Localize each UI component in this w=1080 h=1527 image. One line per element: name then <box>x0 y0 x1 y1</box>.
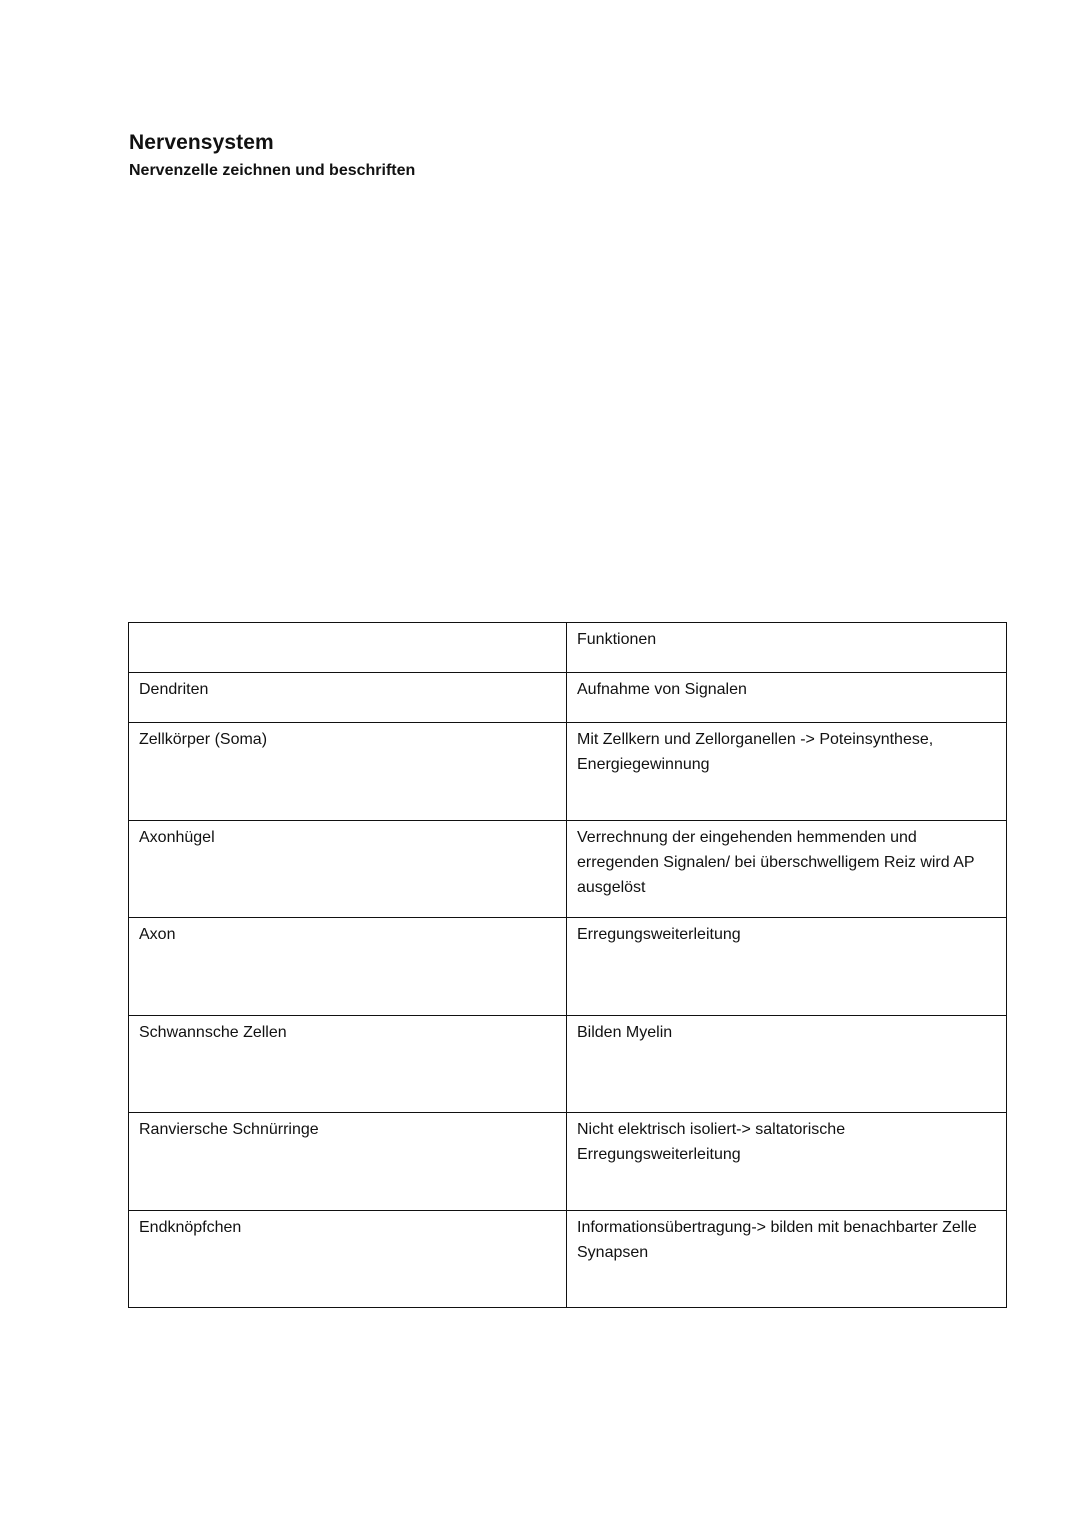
cell-part: Axonhügel <box>129 820 567 918</box>
table-row <box>129 1015 1007 1113</box>
cell-function: Bilden Myelin <box>567 1015 1007 1113</box>
table-row <box>129 820 1007 918</box>
functions-table <box>128 622 1007 1308</box>
table-row <box>129 918 1007 1016</box>
cell-part: Schwannsche Zellen <box>129 1015 567 1113</box>
cell-function: Aufnahme von Signalen <box>567 673 1007 723</box>
table-row <box>129 1210 1007 1308</box>
cell-part: Dendriten <box>129 673 567 723</box>
cell-function: Erregungsweiterleitung <box>567 918 1007 1016</box>
table-row <box>129 1113 1007 1211</box>
cell-function: Verrechnung der eingehenden hemmenden und erregenden Signalen/ bei überschwelligem Reiz wird AP ausgelöst <box>567 820 1007 918</box>
cell-part: Ranviersche Schnürringe <box>129 1113 567 1211</box>
cell-function: Mit Zellkern und Zellorganellen -> Poteinsynthese, Energiegewinnung <box>567 723 1007 821</box>
table-header-row <box>129 623 1007 673</box>
cell-function: Nicht elektrisch isoliert-> saltatorische Erregungsweiterleitung <box>567 1113 1007 1211</box>
table-row <box>129 723 1007 821</box>
cell-part: Endknöpfchen <box>129 1210 567 1308</box>
table-row <box>129 673 1007 723</box>
document-title: Nervensystem <box>129 131 274 154</box>
cell-part: Zellkörper (Soma) <box>129 723 567 821</box>
cell-part: Axon <box>129 918 567 1016</box>
drawing-area <box>129 195 1005 615</box>
cell-function: Informationsübertragung-> bilden mit benachbarter Zelle Synapsen <box>567 1210 1007 1308</box>
document-subtitle: Nervenzelle zeichnen und beschriften <box>129 162 416 179</box>
header-cell-part <box>129 623 567 673</box>
header-cell-functions: Funktionen <box>567 623 1007 673</box>
